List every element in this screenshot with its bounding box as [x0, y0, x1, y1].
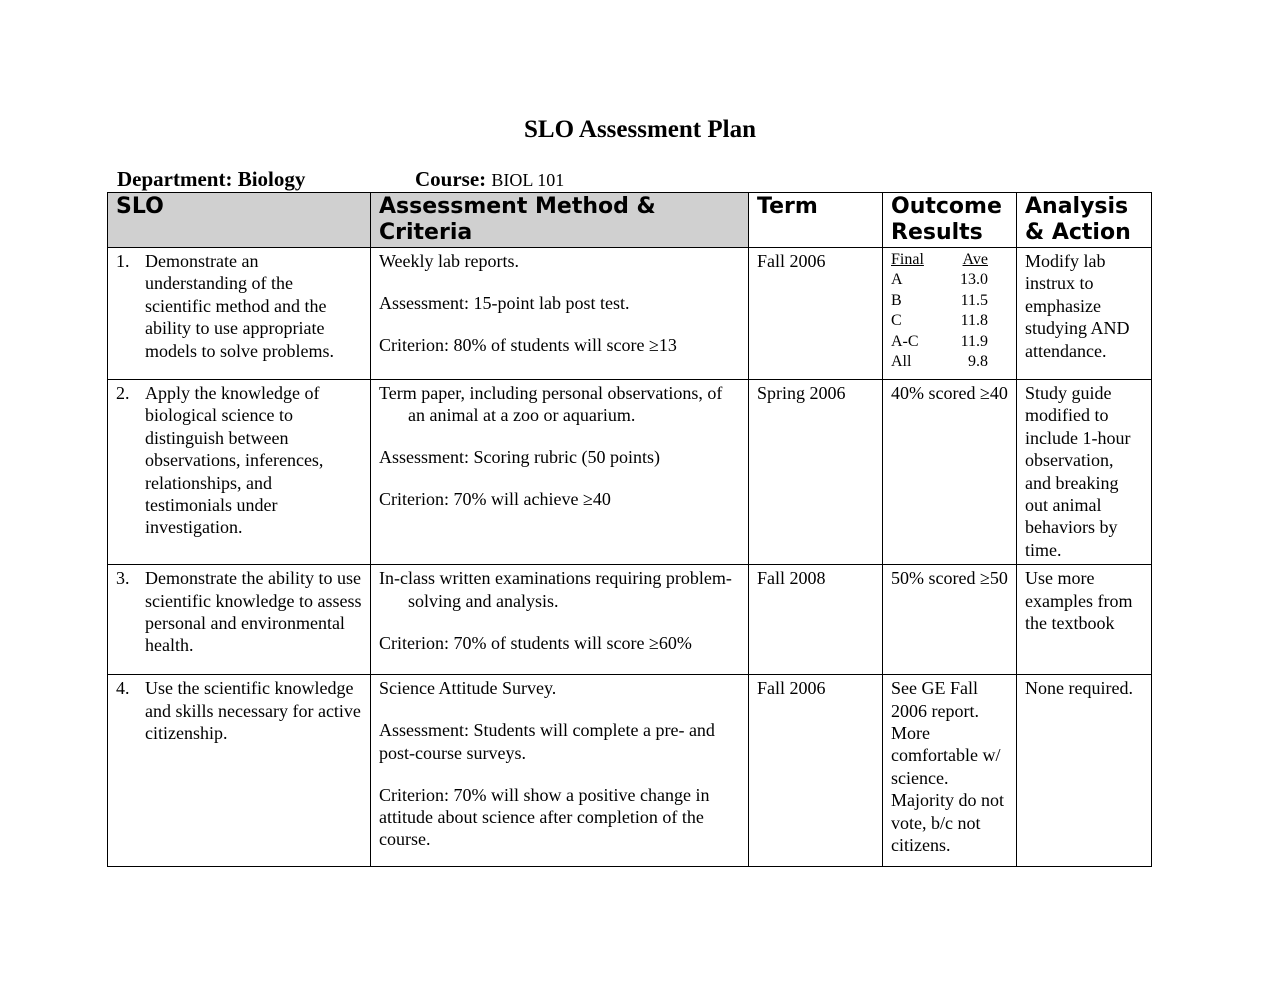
- table-header-row: [108, 193, 1152, 248]
- slo-number: 1.: [116, 251, 130, 271]
- action-cell: None required.: [1017, 675, 1152, 867]
- department-label: Department: Biology: [117, 167, 306, 191]
- grade-average: 9.8: [968, 353, 988, 371]
- action-cell: Study guide modified to include 1-hour observation, and breaking out animal behaviors by time.: [1017, 380, 1152, 565]
- results-grade-table: [891, 250, 1008, 372]
- table-row: [108, 565, 1152, 675]
- term-cell: Spring 2006: [749, 380, 883, 565]
- list-item: [891, 311, 988, 331]
- method-text: Term paper, including personal observations, of an animal at a zoo or aquarium.: [379, 383, 723, 426]
- course-info: [415, 166, 564, 193]
- grade-label: All: [891, 353, 912, 371]
- table-row: [108, 248, 1152, 380]
- slo-cell: [108, 565, 371, 675]
- list-item: [891, 291, 988, 311]
- table-row: [108, 380, 1152, 565]
- criterion-text: Criterion: 70% of students will score ≥60%: [379, 632, 692, 653]
- grade-label: A: [891, 271, 903, 289]
- results-cell: [883, 248, 1017, 380]
- slo-cell: [108, 675, 371, 867]
- header-slo: SLO: [108, 193, 371, 248]
- slo-text: Apply the knowledge of biological science to distinguish between observations, inferences, relationships, and testimonials under investigation.: [145, 383, 324, 538]
- grade-label: C: [891, 312, 902, 330]
- method-text: Weekly lab reports.: [379, 251, 520, 271]
- results-header-final: Final: [891, 251, 924, 268]
- header-outcome-results: Outcome Results: [883, 193, 1017, 248]
- results-cell: 40% scored ≥40: [883, 380, 1017, 565]
- slo-number: 3.: [116, 568, 130, 589]
- slo-cell: [108, 380, 371, 565]
- method-text: In-class written examinations requiring problem-solving and analysis.: [379, 568, 732, 611]
- slo-cell: [108, 248, 371, 380]
- grade-average: 13.0: [960, 271, 988, 289]
- slo-assessment-table: [107, 192, 1152, 867]
- grade-average: 11.5: [960, 291, 988, 309]
- header-term: Term: [749, 193, 883, 248]
- method-cell: [371, 248, 749, 380]
- grade-average: 11.9: [960, 332, 988, 350]
- document-meta: [117, 166, 565, 192]
- page-title: SLO Assessment Plan: [524, 116, 756, 143]
- list-item: [891, 332, 988, 352]
- assessment-text: Assessment: 15-point lab post test.: [379, 293, 630, 313]
- results-cell: See GE Fall 2006 report. More comfortable w/ science. Majority do not vote, b/c not citizens.: [883, 675, 1017, 867]
- criterion-text: Criterion: 70% will show a positive change in attitude about science after completion of the course.: [379, 784, 710, 850]
- action-cell: Modify lab instrux to emphasize studying AND attendance.: [1017, 248, 1152, 380]
- grade-average: 11.8: [960, 312, 988, 330]
- grade-label: B: [891, 291, 902, 309]
- method-cell: [371, 380, 749, 565]
- term-cell: Fall 2006: [749, 675, 883, 867]
- criterion-text: Criterion: 80% of students will score ≥13: [379, 335, 677, 355]
- slo-text: Demonstrate an understanding of the scientific method and the ability to use appropriate models to solve problems.: [145, 251, 334, 361]
- method-text: Science Attitude Survey.: [379, 678, 557, 699]
- list-item: [891, 270, 988, 290]
- term-cell: Fall 2006: [749, 248, 883, 380]
- course-label: Course:: [415, 167, 487, 191]
- table-row: [108, 675, 1152, 867]
- slo-number: 4.: [116, 678, 130, 699]
- slo-number: 2.: [116, 383, 130, 403]
- results-cell: 50% scored ≥50: [883, 565, 1017, 675]
- assessment-text: Assessment: Scoring rubric (50 points): [379, 447, 660, 468]
- header-assessment-method: Assessment Method & Criteria: [371, 193, 749, 248]
- action-cell: Use more examples from the textbook: [1017, 565, 1152, 675]
- assessment-text: Assessment: Students will complete a pre- and post-course surveys.: [379, 720, 715, 763]
- header-analysis-action: Analysis & Action: [1017, 193, 1152, 248]
- slo-text: Use the scientific knowledge and skills necessary for active citizenship.: [145, 678, 361, 744]
- term-cell: Fall 2008: [749, 565, 883, 675]
- grade-label: A-C: [891, 332, 919, 350]
- method-cell: [371, 565, 749, 675]
- results-header: [891, 250, 988, 270]
- method-cell: [371, 675, 749, 867]
- list-item: [891, 352, 988, 372]
- course-value: BIOL 101: [491, 170, 565, 190]
- criterion-text: Criterion: 70% will achieve ≥40: [379, 489, 611, 510]
- slo-text: Demonstrate the ability to use scientific knowledge to assess personal and environmental health.: [145, 568, 362, 656]
- results-header-ave: Ave: [962, 251, 988, 268]
